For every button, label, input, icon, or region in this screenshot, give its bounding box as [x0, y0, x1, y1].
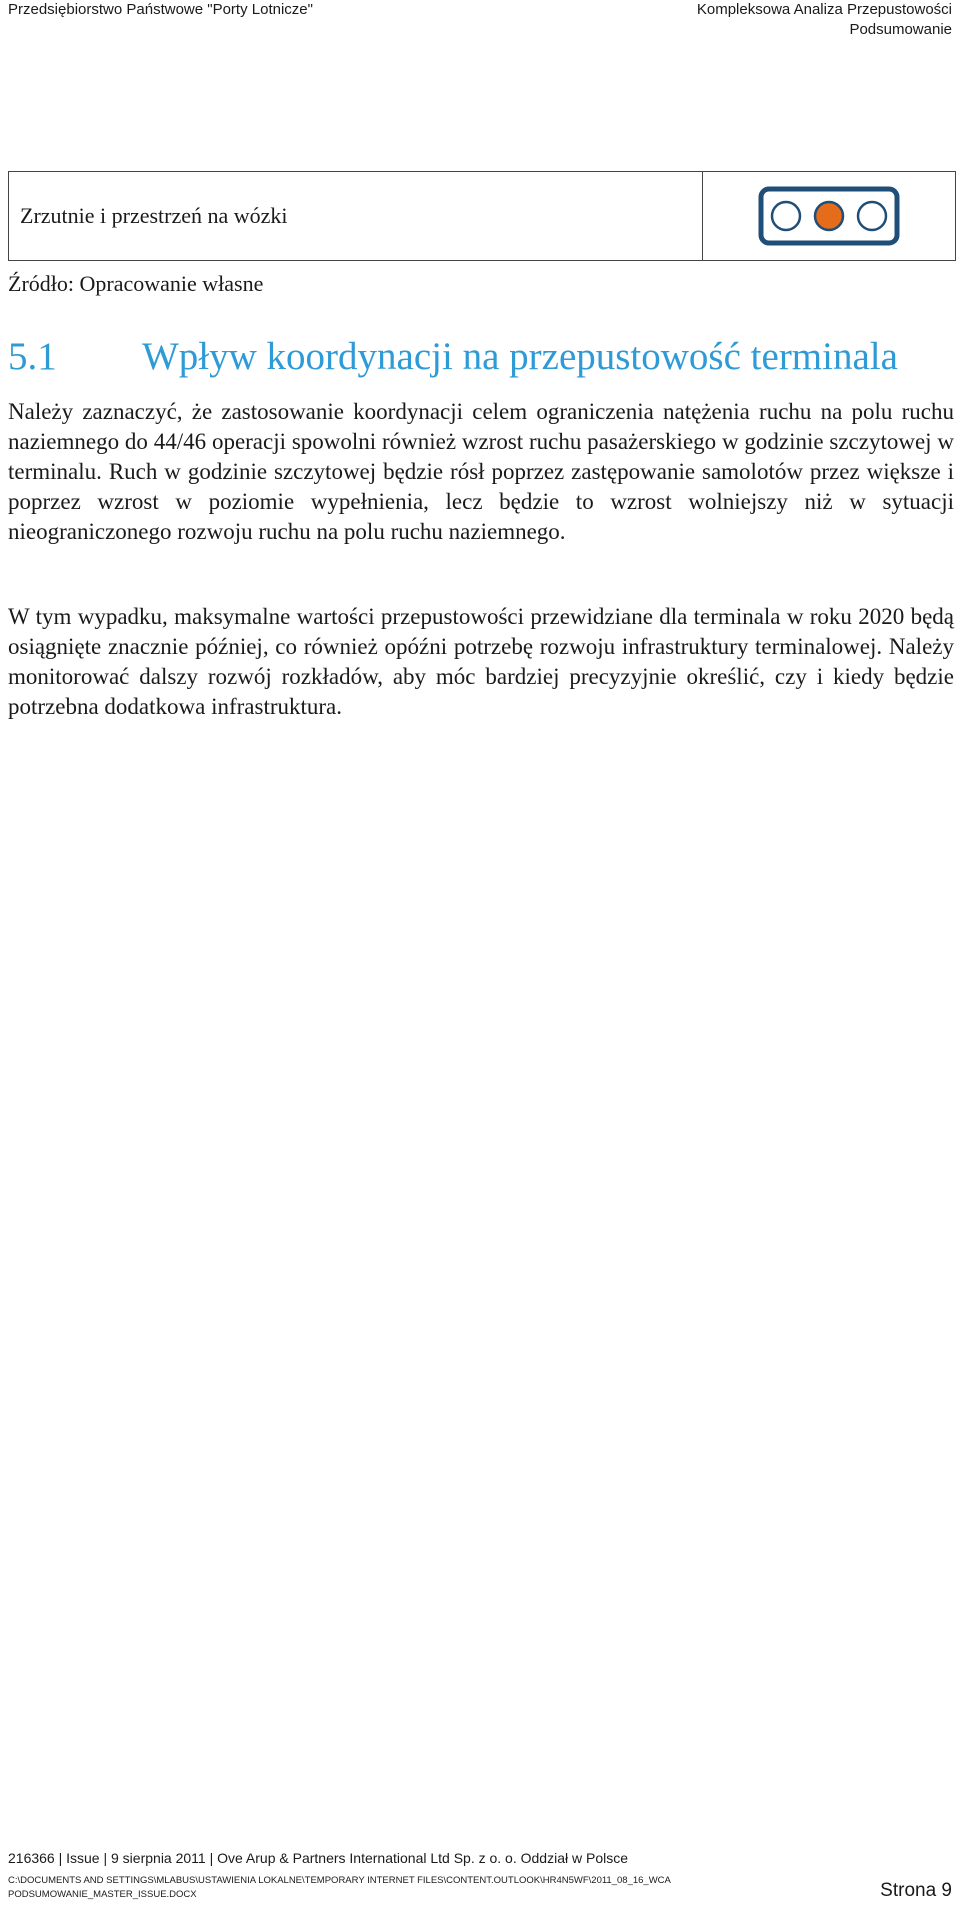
source-note: Źródło: Opracowanie własne — [8, 271, 264, 296]
traffic-light-indicator-icon — [758, 186, 900, 246]
footer-issue-line: 216366 | Issue | 9 sierpnia 2011 | Ove Arup & Partners International Ltd Sp. z o. o. Oddział w Polsce — [8, 1850, 629, 1866]
indicator-light-3 — [858, 202, 886, 230]
page-number: Strona 9 — [880, 1880, 952, 1901]
assessment-table — [8, 171, 956, 261]
table-row-label-text: Zrzutnie i przestrzeń na wózki — [20, 203, 288, 228]
section-title: Wpływ koordynacji na przepustowość terminala — [142, 335, 898, 378]
footer-file-path: C:\DOCUMENTS AND SETTINGS\MLABUS\USTAWIENIA LOKALNE\TEMPORARY INTERNET FILES\CONTENT.OUTLOOK\HR4N5WF\2011_08_16_WCA PODSUMOWANIE_MASTER_ISSUE.DOCX — [8, 1875, 671, 1900]
table-row-label — [9, 172, 703, 260]
indicator-light-1 — [772, 202, 800, 230]
indicator-light-2 — [815, 202, 843, 230]
header-document-title — [697, 0, 952, 40]
header-subtitle-line: Podsumowanie — [849, 21, 952, 38]
body-paragraph-2: W tym wypadku, maksymalne wartości przepustowości przewidziane dla terminala w roku 2020 będą osiągnięte znacznie później, co również opóźni potrzebę rozwoju infrastruktury terminalowej. Należy monitorować dalszy rozwój rozkładów, aby móc bardziej precyzyjnie określić, czy i kiedy będzie potrzebna dodatkowa infrastruktura. — [8, 604, 954, 719]
section-heading — [8, 332, 956, 382]
body-paragraph-1: Należy zaznaczyć, że zastosowanie koordynacji celem ograniczenia natężenia ruchu na polu ruchu naziemnego do 44/46 operacji spowolni również wzrost ruchu pasażerskiego w godzinie szczytowej w terminalu. Ruch w godzinie szczytowej będzie rósł poprzez zastępowanie samolotów przez większe i poprzez wzrost w poziomie wypełnienia, lecz będzie to wzrost wolniejszy niż w sytuacji nieograniczonego rozwoju ruchu na polu ruchu naziemnego. — [8, 399, 954, 544]
section-number: 5.1 — [8, 335, 57, 378]
header-title-line: Kompleksowa Analiza Przepustowości — [696, 1, 952, 18]
table-indicator-cell — [703, 172, 955, 260]
header-organization: Przedsiębiorstwo Państwowe "Porty Lotnicze" — [8, 1, 313, 18]
